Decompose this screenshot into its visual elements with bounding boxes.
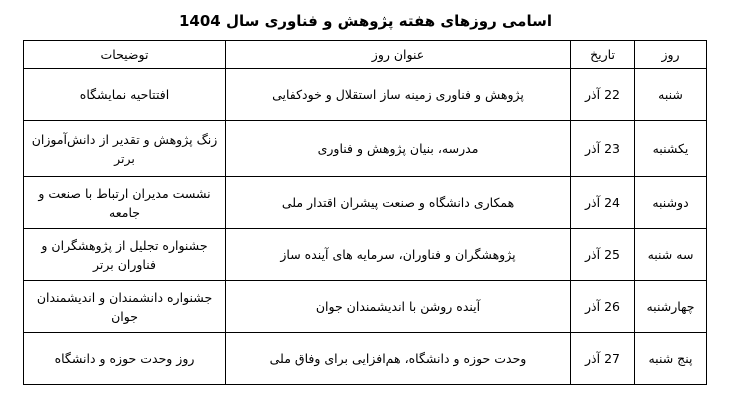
- cell-title: پژوهش و فناوری زمینه ساز استقلال و خودکفایی: [226, 69, 571, 121]
- table-row: [24, 121, 707, 177]
- cell-date: 26 آذر: [571, 281, 635, 333]
- cell-notes: زنگ پژوهش و تقدیر از دانش‌آموزان برتر: [24, 121, 226, 177]
- cell-day: پنج شنبه: [635, 333, 707, 385]
- cell-notes: جشنواره دانشمندان و اندیشمندان جوان: [24, 281, 226, 333]
- table-body: [24, 69, 707, 385]
- table-row: [24, 229, 707, 281]
- cell-title: مدرسه، بنیان پژوهش و فناوری: [226, 121, 571, 177]
- table-row: [24, 177, 707, 229]
- cell-date: 25 آذر: [571, 229, 635, 281]
- table-row: [24, 69, 707, 121]
- cell-title: وحدت حوزه و دانشگاه، هم‌افزایی برای وفاق ملی: [226, 333, 571, 385]
- cell-date: 27 آذر: [571, 333, 635, 385]
- cell-notes: نشست مدیران ارتباط با صنعت و جامعه: [24, 177, 226, 229]
- column-header-day: روز: [635, 41, 707, 69]
- column-header-notes: توضیحات: [24, 41, 226, 69]
- page-title: اسامی روزهای هفته پژوهش و فناوری سال 1404: [179, 12, 552, 30]
- cell-date: 22 آذر: [571, 69, 635, 121]
- cell-day: شنبه: [635, 69, 707, 121]
- cell-day: چهارشنبه: [635, 281, 707, 333]
- column-header-title: عنوان روز: [226, 41, 571, 69]
- cell-day: سه شنبه: [635, 229, 707, 281]
- cell-day: دوشنبه: [635, 177, 707, 229]
- cell-notes: روز وحدت حوزه و دانشگاه: [24, 333, 226, 385]
- cell-title: پژوهشگران و فناوران، سرمایه های آینده ساز: [226, 229, 571, 281]
- table-row: [24, 333, 707, 385]
- table-header: [24, 41, 707, 69]
- table-header-row: [24, 41, 707, 69]
- cell-title: همکاری دانشگاه و صنعت پیشران اقتدار ملی: [226, 177, 571, 229]
- cell-date: 24 آذر: [571, 177, 635, 229]
- table-container: [0, 40, 731, 385]
- cell-notes: افتتاحیه نمایشگاه: [24, 69, 226, 121]
- cell-notes: جشنواره تجلیل از پژوهشگران و فناوران برتر: [24, 229, 226, 281]
- table-row: [24, 281, 707, 333]
- research-week-schedule-table: [23, 40, 707, 385]
- column-header-date: تاریخ: [571, 41, 635, 69]
- cell-day: یکشنبه: [635, 121, 707, 177]
- cell-date: 23 آذر: [571, 121, 635, 177]
- cell-title: آینده روشن با اندیشمندان جوان: [226, 281, 571, 333]
